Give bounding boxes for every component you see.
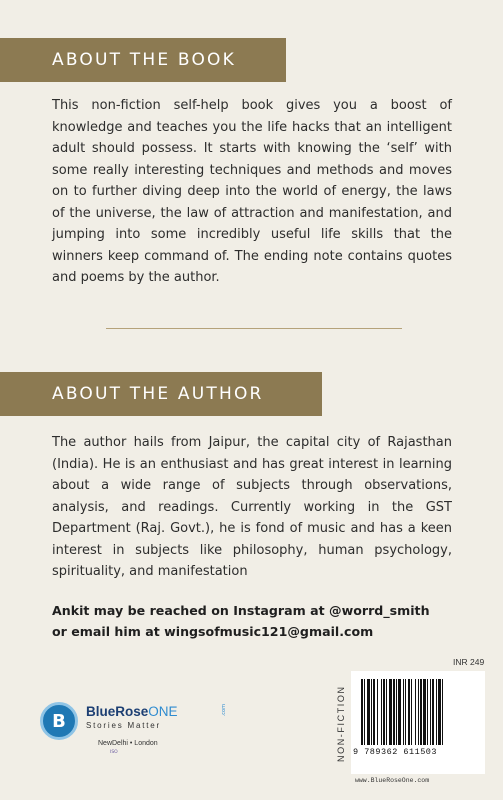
section-divider: [106, 328, 402, 329]
publisher-logo-icon: B: [40, 702, 78, 740]
barcode-bar: [396, 679, 397, 745]
barcode-bar: [432, 679, 434, 745]
isbn-digits: 9 789362 611503: [353, 747, 438, 757]
barcode-bar: [427, 679, 428, 745]
publisher-mark: ISO: [110, 750, 118, 755]
about-author-text: The author hails from Jaipur, the capital city of Rajasthan (India). He is an enthusiast and has great interest in learning about a wide range of subjects through observations, analysis, and readings. Currently working in the GST Department (Raj. Govt.), he is fond of music and has a keen interest in subjects like philosophy, human psychology, spirituality, and manifestation: [52, 435, 452, 579]
about-book-heading-band: [0, 38, 286, 82]
barcode-bar: [367, 679, 370, 745]
isbn-barcode: [351, 671, 485, 774]
about-author-heading-band: [0, 372, 322, 416]
genre-label: NON-FICTION: [336, 685, 346, 763]
barcode-bar: [389, 679, 392, 745]
barcode-bar: [436, 679, 437, 745]
publisher-website: www.BlueRoseOne.com: [355, 777, 430, 784]
publisher-tagline: Stories Matter: [86, 721, 161, 730]
barcode-bar: [371, 679, 372, 745]
barcode-bar: [411, 679, 412, 745]
barcode-bar: [398, 679, 401, 745]
barcode-bar: [438, 679, 441, 745]
author-contact: [52, 600, 472, 642]
barcode-bars: [359, 679, 477, 745]
barcode-bar: [383, 679, 385, 745]
price-label: INR 249: [453, 657, 485, 667]
about-author-heading: ABOUT THE AUTHOR: [52, 384, 264, 404]
barcode-bar: [381, 679, 382, 745]
barcode-bar: [442, 679, 443, 745]
publisher-name: BlueRoseONE: [86, 704, 178, 719]
barcode-bar: [423, 679, 426, 745]
barcode-bar: [415, 679, 416, 745]
publisher-dotcom: .com: [221, 704, 227, 717]
publisher-logo: [40, 700, 230, 762]
barcode-bar: [377, 679, 378, 745]
barcode-bar: [364, 679, 365, 745]
about-book-heading: ABOUT THE BOOK: [52, 50, 236, 70]
barcode-bar: [418, 679, 419, 745]
barcode-bar: [405, 679, 406, 745]
contact-instagram-line: Ankit may be reached on Instagram at @worrd_smith: [52, 603, 430, 618]
publisher-cities: NewDelhi • London: [98, 740, 158, 747]
barcode-bar: [408, 679, 410, 745]
barcode-bar: [386, 679, 387, 745]
barcode-bar: [373, 679, 375, 745]
barcode-bar: [361, 679, 363, 745]
barcode-bar: [420, 679, 422, 745]
contact-email-line: or email him at wingsofmusic121@gmail.com: [52, 624, 374, 639]
barcode-bar: [403, 679, 404, 745]
about-book-text: This non-fiction self-help book gives you a boost of knowledge and teaches you the life hacks that an intelligent adult should possess. It starts with knowing the ‘self’ with some really interesting techniques and methods and moves on to further diving deep into the world of energy, the laws of the universe, the law of attraction and manifestation, and jumping into some incredibly useful life skills that the winners keep command of. The ending note contains quotes and poems by the author.: [52, 98, 452, 285]
barcode-bar: [393, 679, 395, 745]
barcode-bar: [430, 679, 431, 745]
